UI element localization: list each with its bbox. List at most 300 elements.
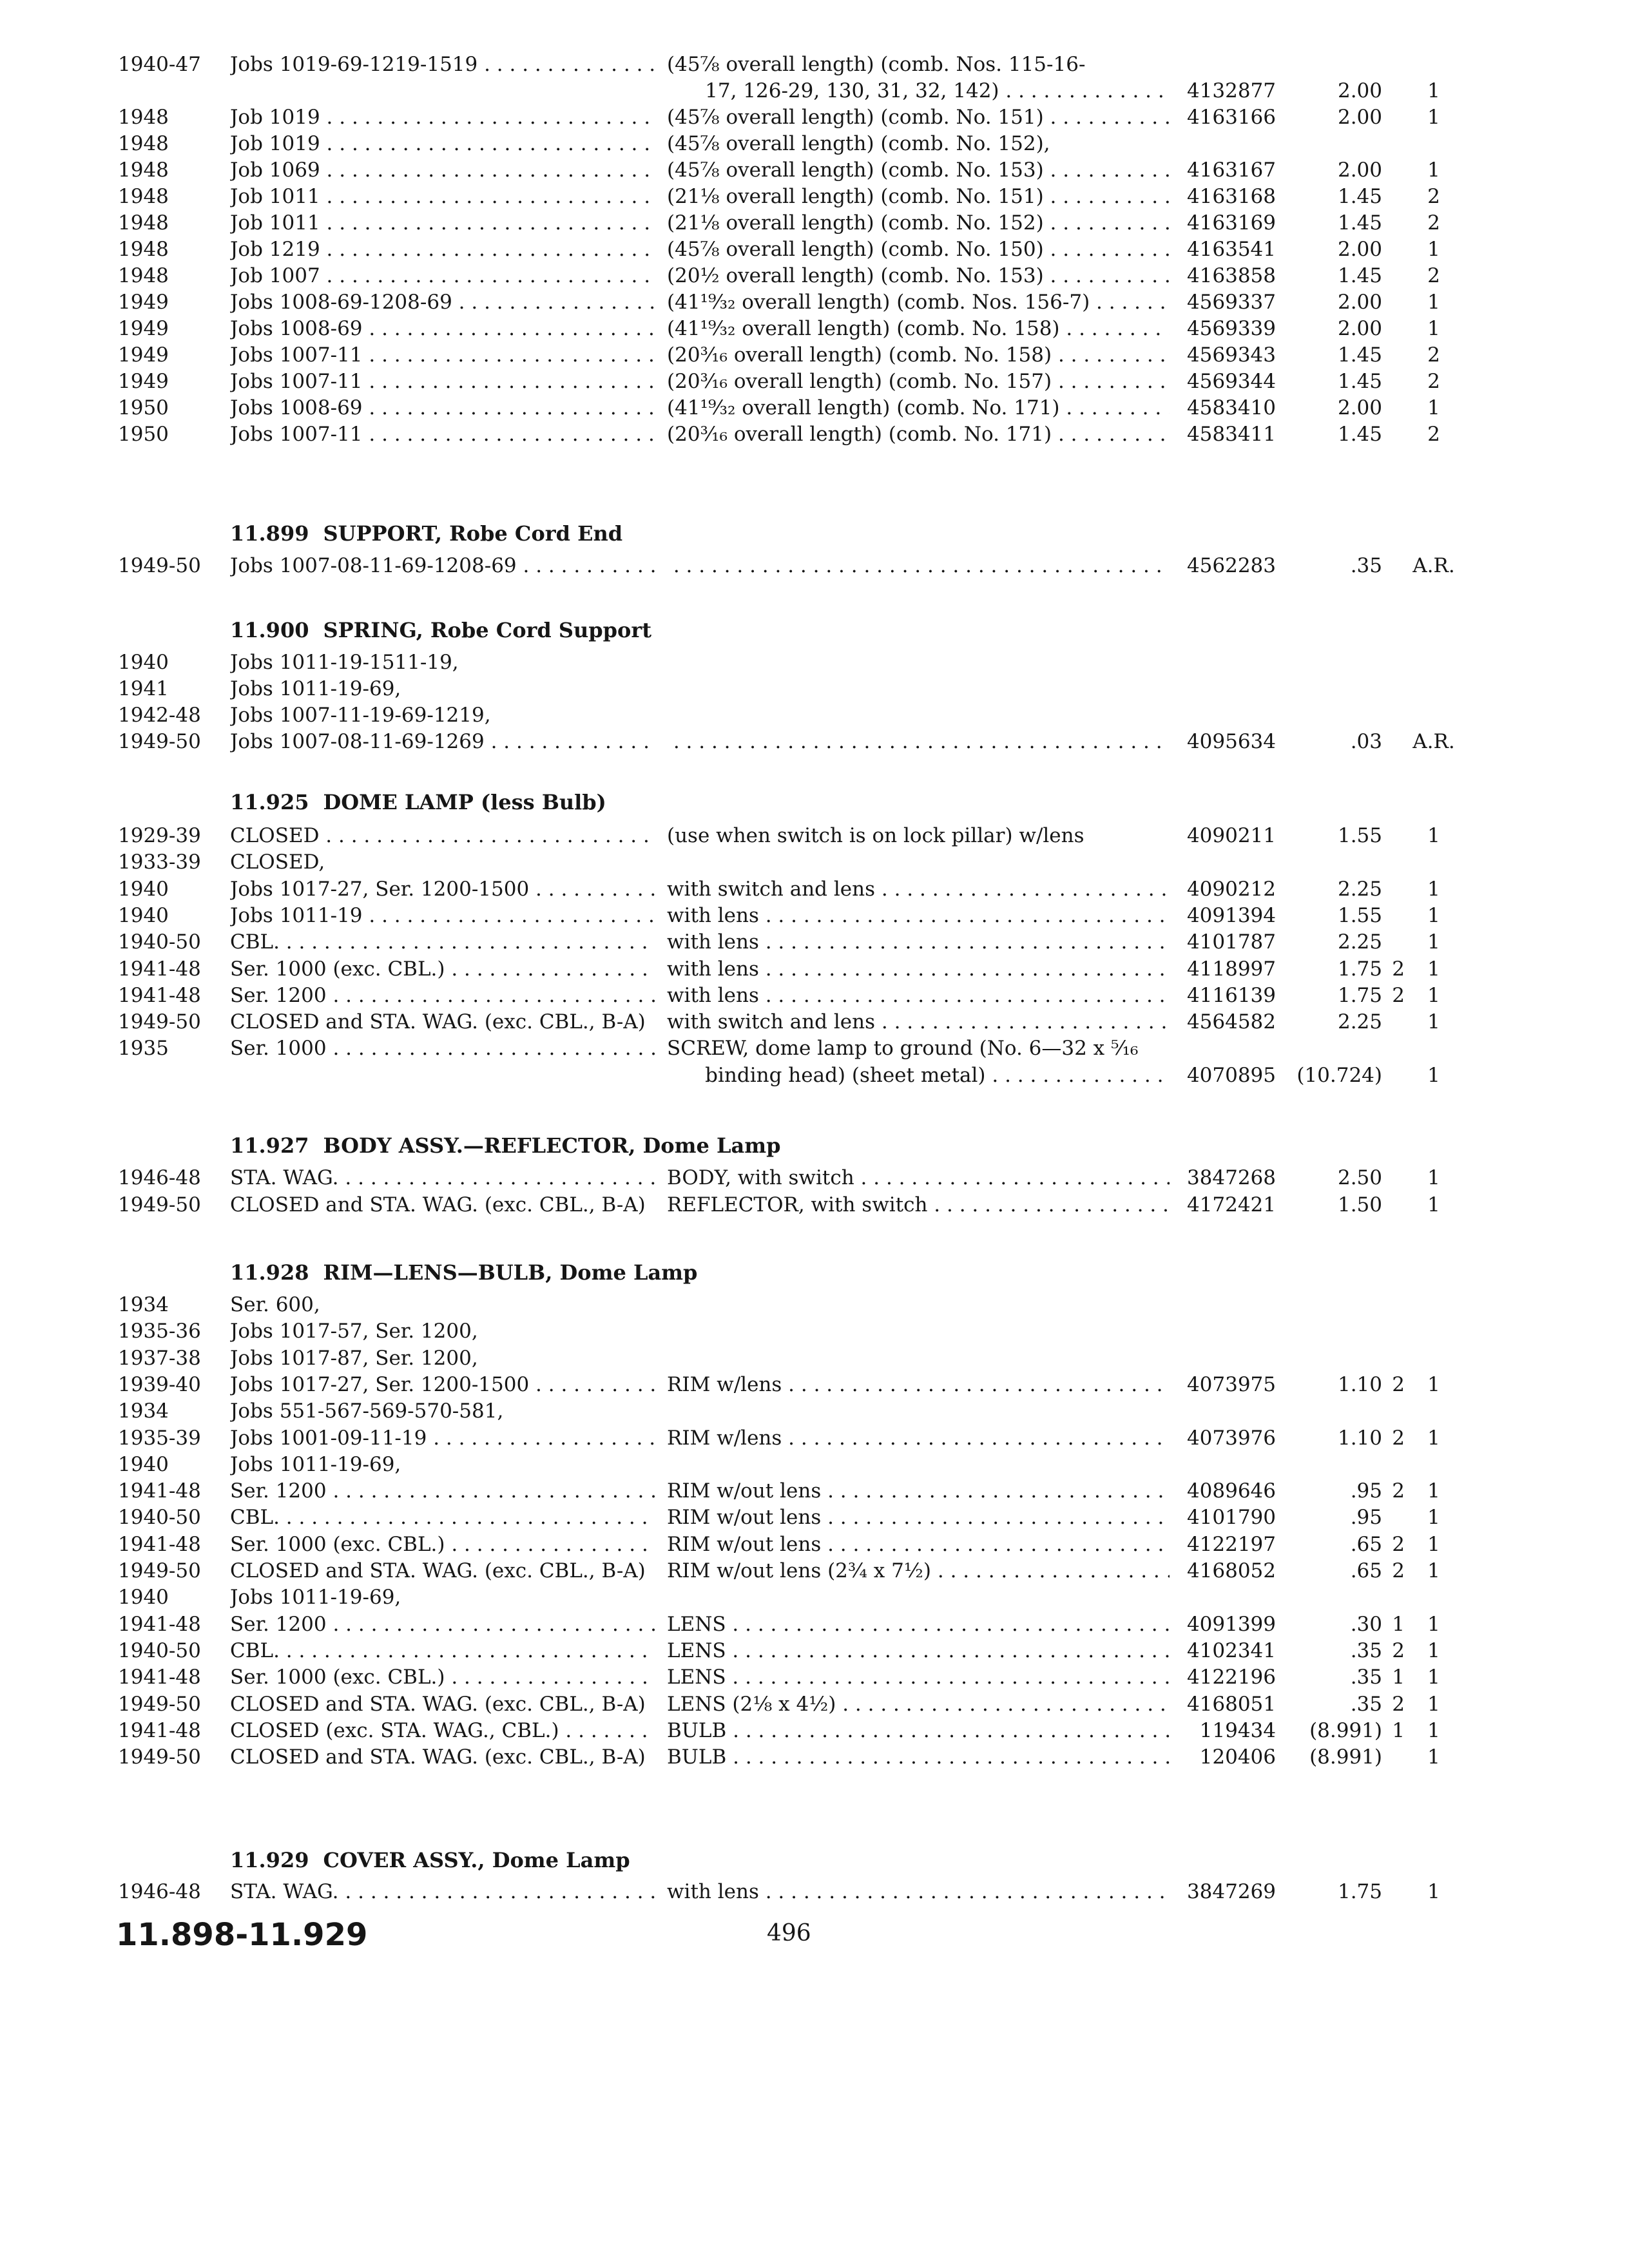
description-cell: RIM w/lens . . . [667,1425,1170,1451]
parts-row [0,210,1629,236]
qty-cell: 2 [1427,370,1440,393]
model-cell: CLOSED, [230,850,325,874]
year-cell: 1941-48 [118,1718,201,1742]
price-cell: 2.00 [1337,317,1382,340]
model-cell: Ser. 600, [230,1293,320,1316]
section-heading [230,1847,630,1873]
part-number-cell: 4089646 [1186,1479,1276,1503]
model-cell: CBL. . . . [230,929,655,955]
model-cell: Jobs 1007-08-11-69-1208-69 . . . [230,553,655,579]
price-cell: 2.00 [1337,238,1382,261]
page-number: 496 [767,1920,811,1946]
description-cell: LENS . . . [667,1664,1170,1690]
year-cell: 1949-50 [118,730,201,753]
qty-cell: 1 [1427,106,1440,129]
price-cell: 1.45 [1337,343,1382,367]
description-cell [667,553,1170,579]
part-number-cell: 4073976 [1186,1426,1276,1450]
year-cell: 1949 [118,370,169,393]
model-cell: Jobs 1011-19-69, [230,1586,401,1610]
qty-cell: 1 [1427,1506,1440,1530]
qty-cell: 1 [1427,1718,1440,1742]
price-cell: .35 [1350,554,1382,577]
parts-row [0,1584,1629,1610]
year-cell: 1940 [118,877,169,901]
qty-cell: 1 [1427,983,1440,1007]
part-number-cell: 4095634 [1186,730,1276,753]
description-cell: BULB . . . [667,1718,1170,1744]
description-cell: (41¹⁹⁄₃₂ overall length) (comb. Nos. 156-7) . . . [667,289,1170,315]
parts-row [0,421,1629,447]
section-number: 11.928 [230,1260,309,1285]
parts-row [0,1558,1629,1584]
description-cell: with lens . . . [667,903,1170,928]
part-number-cell: 3847269 [1186,1880,1276,1903]
year-cell: 1949 [118,317,169,340]
price-cell: 2.50 [1337,1166,1382,1189]
part-number-cell: 4118997 [1186,957,1276,981]
part-number-cell: 4163169 [1186,211,1276,235]
parts-row [0,78,1629,104]
year-cell: 1949-50 [118,1692,201,1716]
model-cell: Ser. 1200 . . . [230,983,655,1008]
model-cell: Jobs 1007-08-11-69-1269 . . . [230,729,655,754]
year-cell: 1935-36 [118,1320,201,1343]
description-cell: RIM w/out lens (2¾ x 7½) . . . [667,1558,1170,1584]
qty-per-car-cell: 2 [1392,1639,1405,1662]
price-cell: 1.55 [1337,903,1382,927]
price-cell: .30 [1350,1612,1382,1636]
year-cell: 1950 [118,423,169,446]
section-title: RIM—LENS—BULB, Dome Lamp [323,1260,698,1285]
part-number-cell: 4102341 [1186,1639,1276,1662]
section-title: COVER ASSY., Dome Lamp [323,1848,630,1872]
qty-cell: 1 [1427,396,1440,419]
section-number: 11.929 [230,1848,309,1872]
year-cell: 1941-48 [118,1666,201,1689]
year-cell: 1949-50 [118,1010,201,1034]
parts-row [0,553,1629,579]
year-cell: 1949-50 [118,1559,201,1582]
parts-row [0,1398,1629,1424]
price-cell: 1.45 [1337,264,1382,287]
description-cell: (45⅞ overall length) (comb. No. 151) . . . [667,104,1170,130]
year-cell: 1948 [118,185,169,208]
parts-row [0,876,1629,902]
parts-row [0,369,1629,394]
qty-cell: 1 [1427,903,1440,927]
price-cell: .03 [1350,730,1382,753]
model-cell: Jobs 1011-19 . . . [230,903,655,928]
part-number-cell: 4163541 [1186,238,1276,261]
year-cell: 1939-40 [118,1372,201,1396]
description-cell: with lens . . . [667,1879,1170,1905]
qty-per-car-cell: 1 [1392,1718,1405,1742]
model-cell: Jobs 1019-69-1219-1519 . . . [230,52,655,77]
model-cell: Jobs 551-567-569-570-581, [230,1399,504,1423]
model-cell: Job 1011 . . . [230,210,655,236]
year-cell: 1946-48 [118,1166,201,1189]
description-cell: (21⅛ overall length) (comb. No. 151) . . . [667,184,1170,209]
part-number-cell: 4583410 [1186,396,1276,419]
model-cell: Jobs 1017-27, Ser. 1200-1500 . . . [230,1372,655,1398]
section-heading [230,1133,780,1158]
price-cell: (8.991) [1309,1745,1382,1769]
description-cell: RIM w/lens . . . [667,1372,1170,1398]
part-number-cell: 4070895 [1186,1063,1276,1087]
description-cell: with switch and lens . . . [667,1009,1170,1035]
model-cell: Job 1019 . . . [230,104,655,130]
model-cell: Jobs 1008-69-1208-69 . . . [230,289,655,315]
model-cell: Ser. 1000 . . . [230,1035,655,1061]
section-title: BODY ASSY.—REFLECTOR, Dome Lamp [323,1133,781,1158]
model-cell: CBL. . . . [230,1638,655,1664]
qty-cell: 1 [1427,877,1440,901]
model-cell: Job 1219 . . . [230,236,655,262]
model-cell: CLOSED and STA. WAG. (exc. CBL., B-A) [230,1010,646,1034]
year-cell: 1941-48 [118,957,201,981]
year-cell: 1948 [118,238,169,261]
price-cell: 2.00 [1337,396,1382,419]
year-cell: 1948 [118,106,169,129]
part-number-cell: 4091399 [1186,1612,1276,1636]
part-number-cell: 4090212 [1186,877,1276,901]
price-cell: 2.00 [1337,106,1382,129]
price-cell: .95 [1350,1479,1382,1503]
description-cell: REFLECTOR, with switch . . . [667,1192,1170,1218]
model-cell: Job 1007 . . . [230,263,655,289]
parts-row [0,1532,1629,1557]
qty-cell: 1 [1427,1532,1440,1556]
year-cell: 1948 [118,132,169,155]
model-cell: Jobs 1008-69 . . . [230,316,655,341]
part-number-cell: 4569344 [1186,370,1276,393]
price-cell: 1.75 [1337,957,1382,981]
qty-cell: 1 [1427,1692,1440,1716]
model-cell: Jobs 1007-11 . . . [230,421,655,447]
year-cell: 1940 [118,1452,169,1476]
year-cell: 1941-48 [118,1532,201,1556]
qty-cell: 1 [1427,1010,1440,1034]
model-cell: Jobs 1017-27, Ser. 1200-1500 . . . [230,876,655,902]
part-number-cell: 4562283 [1186,554,1276,577]
year-cell: 1935-39 [118,1426,201,1450]
parts-row [0,676,1629,702]
parts-row [0,263,1629,289]
parts-row [0,1478,1629,1504]
description-cell: LENS (2⅛ x 4½) . . . [667,1691,1170,1717]
price-cell: 1.45 [1337,211,1382,235]
part-number-cell: 4168051 [1186,1692,1276,1716]
model-cell: Jobs 1007-11 . . . [230,369,655,394]
parts-row [0,729,1629,754]
model-cell: Job 1011 . . . [230,184,655,209]
price-cell: (8.991) [1309,1718,1382,1742]
qty-cell: 1 [1427,824,1440,847]
description-cell: (41¹⁹⁄₃₂ overall length) (comb. No. 158) . . . [667,316,1170,341]
qty-cell: 1 [1427,1666,1440,1689]
year-cell: 1934 [118,1293,169,1316]
model-cell: Jobs 1007-11 . . . [230,342,655,368]
parts-row [0,1062,1629,1088]
part-number-cell: 4122197 [1186,1532,1276,1556]
qty-cell: 1 [1427,1166,1440,1189]
price-cell: .35 [1350,1692,1382,1716]
model-cell: CLOSED and STA. WAG. (exc. CBL., B-A) [230,1745,646,1769]
part-number-cell: 4163858 [1186,264,1276,287]
description-cell: LENS . . . [667,1611,1170,1637]
parts-row [0,395,1629,421]
qty-per-car-cell: 2 [1392,983,1405,1007]
price-cell: 1.45 [1337,185,1382,208]
description-cell: (41¹⁹⁄₃₂ overall length) (comb. No. 171) . . . [667,395,1170,421]
year-cell: 1941-48 [118,1612,201,1636]
price-cell: 2.00 [1337,79,1382,102]
model-cell: Jobs 1007-11-19-69-1219, [230,704,491,727]
parts-row [0,316,1629,341]
parts-row [0,702,1629,728]
qty-cell: 1 [1427,1880,1440,1903]
price-cell: 1.55 [1337,824,1382,847]
description-cell: RIM w/out lens . . . [667,1504,1170,1530]
parts-row [0,1452,1629,1477]
price-cell: .65 [1350,1532,1382,1556]
parts-row [0,983,1629,1008]
parts-row [0,1009,1629,1035]
section-title: DOME LAMP (less Bulb) [323,790,606,814]
part-number-cell: 119434 [1199,1718,1276,1742]
qty-per-car-cell: 2 [1392,1479,1405,1503]
parts-row [0,104,1629,130]
price-cell: 1.10 [1337,1372,1382,1396]
description-cell: (20½ overall length) (comb. No. 153) . . . [667,263,1170,289]
price-cell: 1.50 [1337,1193,1382,1216]
description-cell: with lens . . . [667,983,1170,1008]
section-heading [230,789,606,815]
year-cell: 1940-50 [118,930,201,954]
year-cell: 1948 [118,211,169,235]
parts-row [0,849,1629,875]
part-number-cell: 3847268 [1186,1166,1276,1189]
qty-cell: 1 [1427,159,1440,182]
parts-row [0,1318,1629,1344]
price-cell: 1.75 [1337,983,1382,1007]
price-cell: 1.10 [1337,1426,1382,1450]
year-cell: 1940 [118,1586,169,1610]
year-cell: 1940-47 [118,53,201,76]
year-cell: 1941 [118,677,169,700]
description-cell: binding head) (sheet metal) . . . [667,1062,1170,1088]
part-number-cell: 4163166 [1186,106,1276,129]
qty-cell: 1 [1427,1372,1440,1396]
description-cell: with switch and lens . . . [667,876,1170,902]
parts-row [0,289,1629,315]
year-cell: 1946-48 [118,1880,201,1903]
description-cell: (use when switch is on lock pillar) w/lens [667,824,1084,847]
section-number: 11.927 [230,1133,309,1158]
parts-row [0,342,1629,368]
qty-cell: A.R. [1412,730,1455,753]
price-cell: 2.00 [1337,291,1382,314]
qty-cell: 2 [1427,423,1440,446]
model-cell: CLOSED (exc. STA. WAG., CBL.) . . . [230,1718,655,1744]
price-cell: 2.00 [1337,159,1382,182]
model-cell: Jobs 1011-19-1511-19, [230,651,459,674]
parts-row [0,1292,1629,1318]
qty-cell: A.R. [1412,554,1455,577]
part-number-cell: 120406 [1199,1745,1276,1769]
part-number-cell: 4163167 [1186,159,1276,182]
year-cell: 1949-50 [118,1745,201,1769]
parts-row [0,236,1629,262]
model-cell: STA. WAG. . . . [230,1879,655,1905]
parts-row [0,1192,1629,1218]
price-cell: .95 [1350,1506,1382,1530]
year-cell: 1950 [118,396,169,419]
parts-row [0,1372,1629,1398]
description-cell: BODY, with switch . . . [667,1165,1170,1191]
qty-cell: 1 [1427,1193,1440,1216]
year-cell: 1940-50 [118,1639,201,1662]
footer-part-range: 11.898-11.929 [116,1917,368,1953]
parts-row [0,956,1629,982]
qty-cell: 1 [1427,238,1440,261]
qty-per-car-cell: 2 [1392,1426,1405,1450]
year-cell: 1949 [118,291,169,314]
description-cell: (45⅞ overall length) (comb. No. 152), [667,132,1050,155]
parts-row [0,1744,1629,1770]
part-number-cell: 4583411 [1186,423,1276,446]
description-cell: (20³⁄₁₆ overall length) (comb. No. 158) . . . [667,342,1170,368]
year-cell: 1937-38 [118,1346,201,1370]
qty-per-car-cell: 2 [1392,1532,1405,1556]
parts-row [0,1611,1629,1637]
model-cell: Jobs 1011-19-69, [230,677,401,700]
year-cell: 1948 [118,264,169,287]
qty-cell: 2 [1427,185,1440,208]
qty-per-car-cell: 2 [1392,1372,1405,1396]
qty-cell: 1 [1427,1479,1440,1503]
year-cell: 1941-48 [118,1479,201,1503]
parts-row [0,649,1629,675]
parts-row [0,1035,1629,1061]
parts-row [0,1718,1629,1744]
qty-cell: 1 [1427,291,1440,314]
parts-row [0,1664,1629,1690]
price-cell: 1.75 [1337,1880,1382,1903]
part-number-cell: 4569337 [1186,291,1276,314]
parts-row [0,1879,1629,1905]
description-cell: (20³⁄₁₆ overall length) (comb. No. 171) . . . [667,421,1170,447]
model-cell: Ser. 1000 (exc. CBL.) . . . [230,1664,655,1690]
model-cell: Jobs 1011-19-69, [230,1452,401,1476]
model-cell: Job 1069 . . . [230,157,655,183]
model-cell: CLOSED and STA. WAG. (exc. CBL., B-A) [230,1559,646,1582]
model-cell: Jobs 1017-87, Ser. 1200, [230,1346,478,1370]
price-cell: .35 [1350,1666,1382,1689]
year-cell: 1942-48 [118,704,201,727]
qty-per-car-cell: 2 [1392,957,1405,981]
part-number-cell: 4101790 [1186,1506,1276,1530]
parts-row [0,1165,1629,1191]
part-number-cell: 4163168 [1186,185,1276,208]
description-cell: SCREW, dome lamp to ground (No. 6—32 x ⁵⁄₁₆ [667,1037,1139,1061]
parts-row [0,1425,1629,1451]
qty-cell: 1 [1427,1745,1440,1769]
section-number: 11.899 [230,521,309,546]
parts-row [0,929,1629,955]
section-title: SUPPORT, Robe Cord End [323,521,623,546]
part-number-cell: 4101787 [1186,930,1276,954]
model-cell: Job 1019 . . . [230,131,655,157]
price-cell: (10.724) [1296,1063,1382,1087]
qty-cell: 1 [1427,1612,1440,1636]
model-cell: Jobs 1017-57, Ser. 1200, [230,1320,478,1343]
parts-row [0,823,1629,849]
description-cell: with lens . . . [667,929,1170,955]
parts-row [0,1345,1629,1371]
part-number-cell: 4132877 [1186,79,1276,102]
year-cell: 1949-50 [118,554,201,577]
price-cell: 1.45 [1337,423,1382,446]
model-cell: CLOSED . . . [230,823,655,849]
parts-row [0,1638,1629,1664]
year-cell: 1935 [118,1037,169,1061]
parts-row [0,131,1629,157]
model-cell: Ser. 1200 . . . [230,1478,655,1504]
parts-row [0,184,1629,209]
qty-cell: 1 [1427,930,1440,954]
model-cell: CLOSED and STA. WAG. (exc. CBL., B-A) [230,1193,646,1216]
part-number-cell: 4564582 [1186,1010,1276,1034]
price-cell: 2.25 [1337,1010,1382,1034]
description-cell [667,729,1170,754]
description-cell: (45⅞ overall length) (comb. No. 153) . . . [667,157,1170,183]
description-cell: RIM w/out lens . . . [667,1478,1170,1504]
part-number-cell: 4090211 [1186,824,1276,847]
parts-row [0,1691,1629,1717]
model-cell: Jobs 1001-09-11-19 . . . [230,1425,655,1451]
qty-cell: 2 [1427,211,1440,235]
model-cell: Ser. 1200 . . . [230,1611,655,1637]
part-number-cell: 4073975 [1186,1372,1276,1396]
part-number-cell: 4091394 [1186,903,1276,927]
qty-cell: 1 [1427,1559,1440,1582]
part-number-cell: 4122196 [1186,1666,1276,1689]
year-cell: 1941-48 [118,983,201,1007]
part-number-cell: 4116139 [1186,983,1276,1007]
year-cell: 1929-39 [118,824,201,847]
qty-per-car-cell: 2 [1392,1692,1405,1716]
year-cell: 1940 [118,903,169,927]
section-number: 11.925 [230,790,309,814]
year-cell: 1940-50 [118,1506,201,1530]
description-cell: (45⅞ overall length) (comb. Nos. 115-16- [667,53,1086,76]
qty-cell: 1 [1427,1639,1440,1662]
model-cell: Ser. 1000 (exc. CBL.) . . . [230,1532,655,1557]
qty-cell: 1 [1427,1426,1440,1450]
qty-cell: 1 [1427,79,1440,102]
price-cell: 1.45 [1337,370,1382,393]
model-cell: CBL. . . . [230,1504,655,1530]
model-cell: STA. WAG. . . . [230,1165,655,1191]
price-cell: .35 [1350,1639,1382,1662]
description-cell: LENS . . . [667,1638,1170,1664]
qty-cell: 2 [1427,264,1440,287]
description-cell: (21⅛ overall length) (comb. No. 152) . . . [667,210,1170,236]
description-cell: 17, 126-29, 130, 31, 32, 142) . . . [667,78,1170,104]
price-cell: 2.25 [1337,930,1382,954]
